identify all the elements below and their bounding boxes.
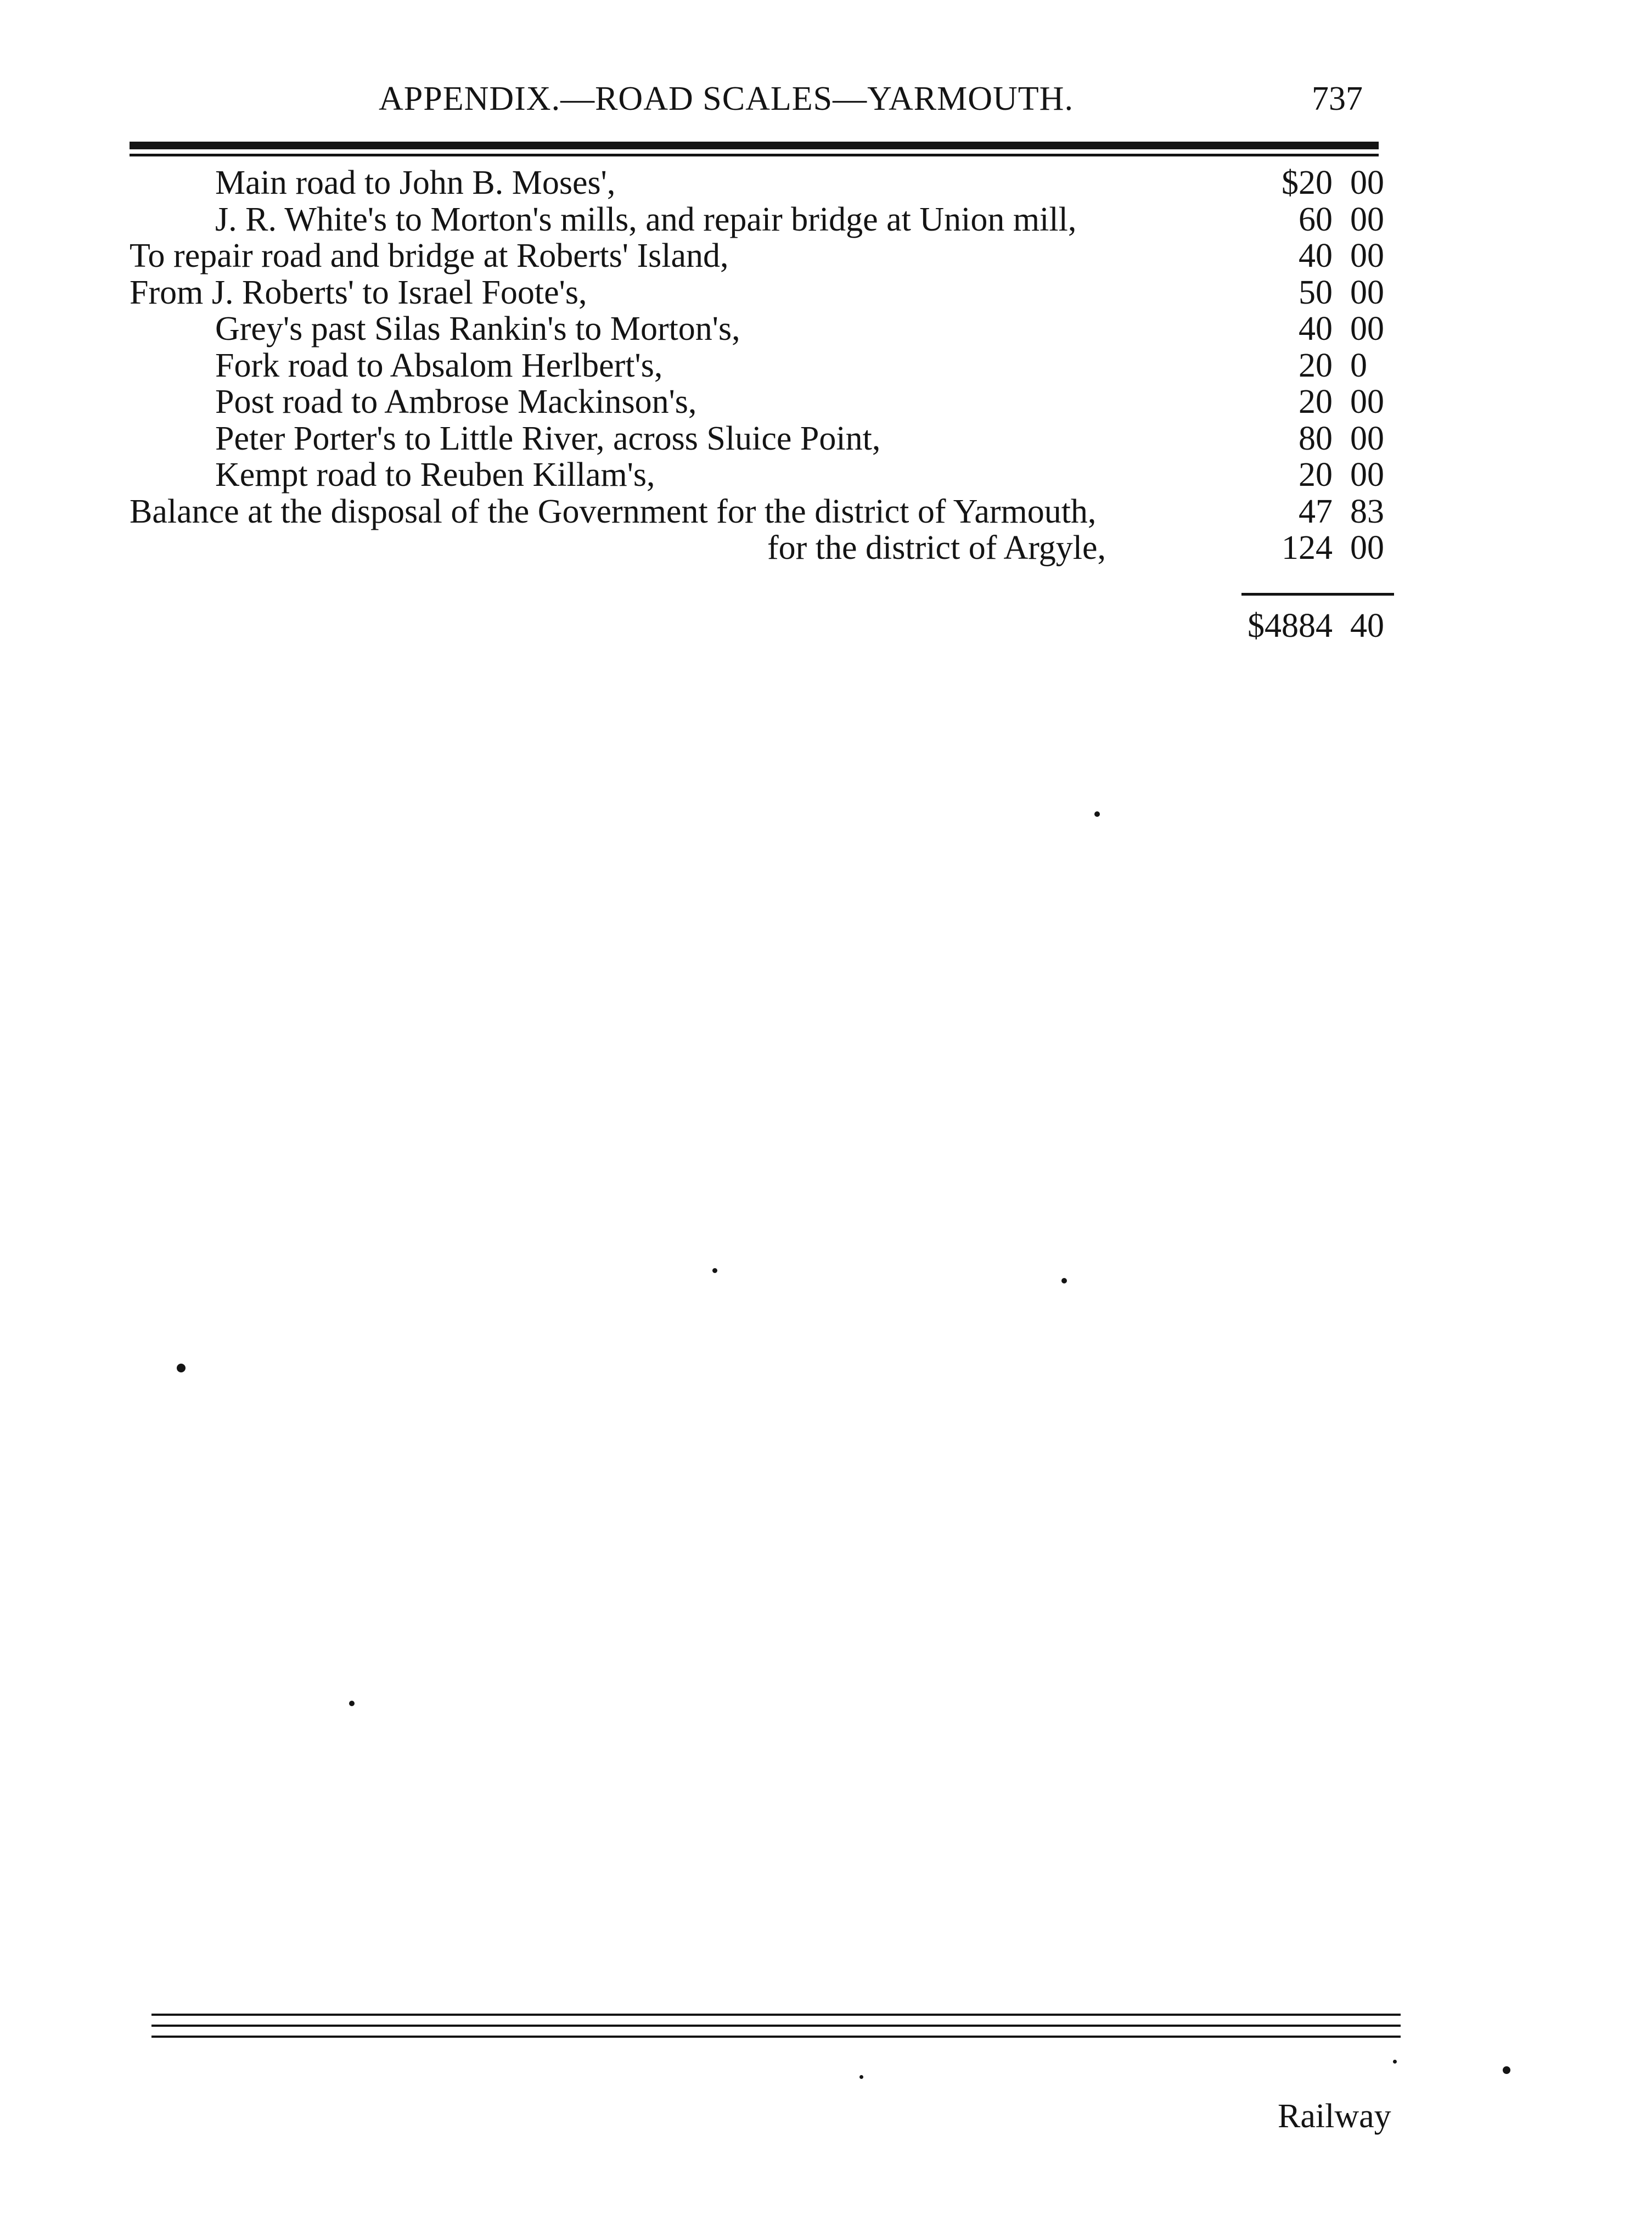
road-scale-entries [0, 165, 1652, 567]
entry-cents: 00 [1350, 529, 1384, 567]
footer-rule [151, 2025, 1401, 2027]
entry-dollars: $20 [1282, 164, 1333, 201]
entry-cents: 00 [1350, 273, 1384, 311]
entry-cents: 00 [1350, 419, 1384, 457]
entry-dollars: 40 [1299, 237, 1333, 274]
total-cents: 40 [1350, 607, 1384, 644]
footer-rule [151, 2036, 1401, 2038]
entry-row [0, 165, 1652, 201]
header-rule-thick [130, 142, 1379, 149]
entry-row [0, 238, 1652, 274]
scan-speck [177, 1364, 186, 1372]
entry-row [0, 201, 1652, 238]
entry-description: Grey's past Silas Rankin's to Morton's, [215, 310, 740, 347]
entry-description: Balance at the disposal of the Government for the district of Yarmouth, [130, 492, 1097, 530]
entry-dollars: 50 [1299, 273, 1333, 311]
entry-cents: 00 [1350, 310, 1384, 347]
scan-speck [859, 2075, 863, 2079]
entry-row [0, 457, 1652, 494]
entry-cents: 0 [1350, 346, 1367, 384]
entry-description: for the district of Argyle, [767, 529, 1106, 567]
catchword: Railway [1278, 2098, 1391, 2135]
entry-cents: 00 [1350, 237, 1384, 274]
entry-dollars: 40 [1299, 310, 1333, 347]
entry-dollars: 124 [1282, 529, 1333, 567]
total-dollars: $4884 [1248, 607, 1333, 644]
entry-row [0, 311, 1652, 347]
header-rule-thin [130, 154, 1379, 156]
scan-speck [1393, 2060, 1397, 2064]
entry-dollars: 47 [1299, 492, 1333, 530]
entry-cents: 00 [1350, 456, 1384, 494]
entry-description: Fork road to Absalom Herlbert's, [215, 346, 663, 384]
entry-dollars: 20 [1299, 456, 1333, 494]
scan-speck [1061, 1278, 1067, 1283]
entry-row [0, 494, 1652, 530]
entry-dollars: 80 [1299, 419, 1333, 457]
entry-row [0, 384, 1652, 421]
entry-description: Main road to John B. Moses', [215, 164, 616, 201]
page-number: 737 [1312, 80, 1363, 117]
entry-row [0, 421, 1652, 457]
entry-row [0, 530, 1652, 567]
entry-description: Post road to Ambrose Mackinson's, [215, 383, 697, 421]
scan-speck [349, 1701, 355, 1706]
entry-dollars: 20 [1299, 346, 1333, 384]
running-header-title: APPENDIX.—ROAD SCALES—YARMOUTH. [379, 80, 1074, 117]
entry-cents: 00 [1350, 200, 1384, 238]
entry-description: J. R. White's to Morton's mills, and repair bridge at Union mill, [215, 200, 1077, 238]
scan-speck [1503, 2066, 1510, 2074]
total-rule [1241, 593, 1394, 596]
total-row [0, 607, 1652, 645]
entry-description: From J. Roberts' to Israel Foote's, [130, 273, 587, 311]
entry-cents: 00 [1350, 383, 1384, 421]
entry-dollars: 60 [1299, 200, 1333, 238]
scan-speck [1094, 811, 1100, 817]
entry-cents: 00 [1350, 164, 1384, 201]
entry-description: To repair road and bridge at Roberts' Island, [130, 237, 729, 274]
entry-row [0, 274, 1652, 311]
entry-description: Peter Porter's to Little River, across Sluice Point, [215, 419, 881, 457]
footer-rule [151, 2014, 1401, 2016]
entry-cents: 83 [1350, 492, 1384, 530]
entry-dollars: 20 [1299, 383, 1333, 421]
entry-description: Kempt road to Reuben Killam's, [215, 456, 655, 494]
scan-speck [712, 1268, 717, 1273]
entry-row [0, 347, 1652, 384]
